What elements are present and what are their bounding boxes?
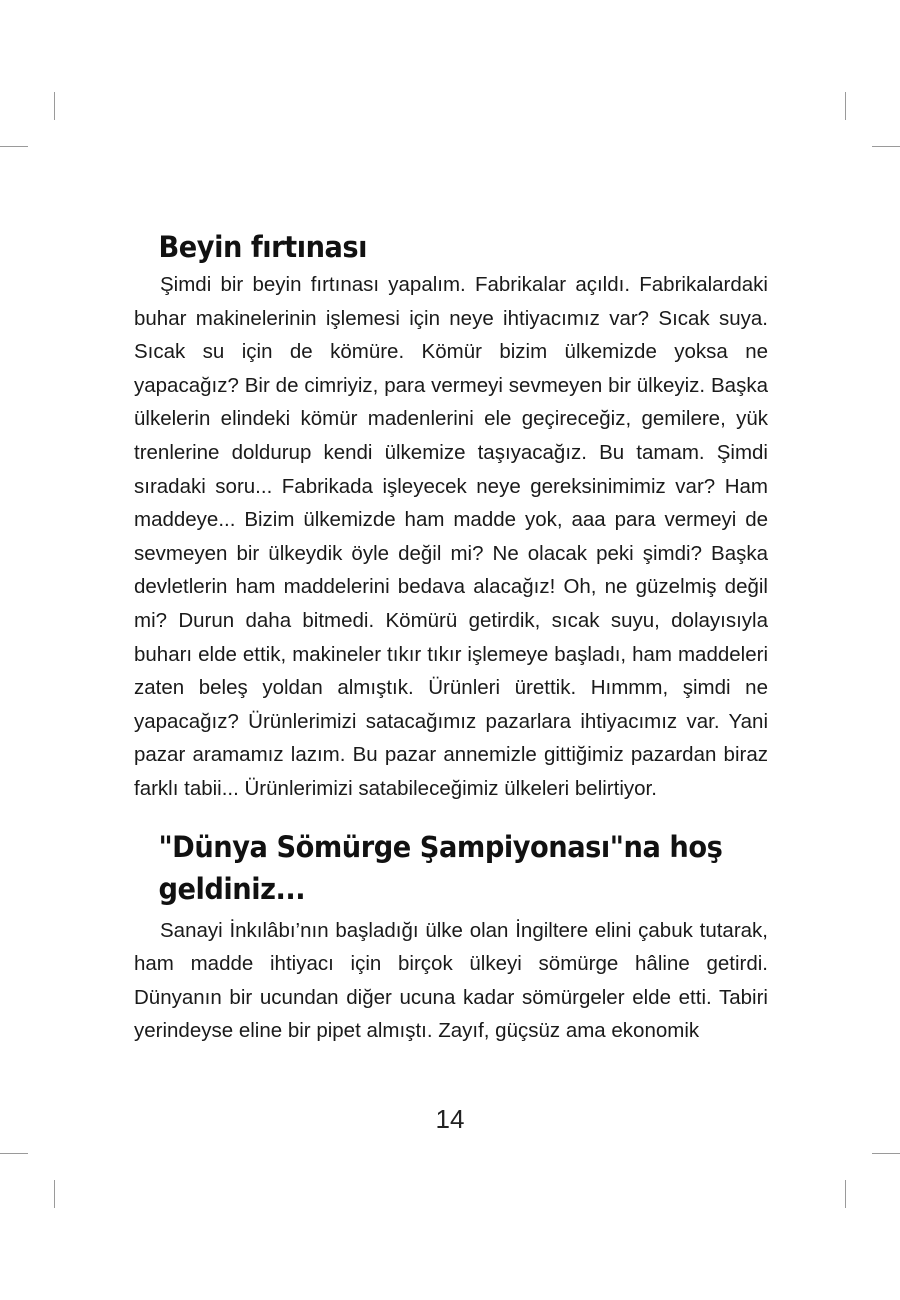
crop-mark-top-right-horizontal [872,146,900,147]
crop-mark-top-left-horizontal [0,146,28,147]
crop-mark-bottom-right-horizontal [872,1153,900,1154]
crop-mark-top-right-vertical [845,92,846,120]
crop-mark-bottom-right-vertical [845,1180,846,1208]
section-heading-colonial-championship: "Dünya Sömürge Şampiyonası"na hoş geldiniz... [158,829,723,906]
crop-mark-bottom-left-horizontal [0,1153,28,1154]
page-content [134,228,768,1048]
section-paragraph-brainstorm: Şimdi bir beyin fırtınası yapalım. Fabrikalar açıldı. Fabrikalardaki buhar makinelerinin işlemesi için neye ihtiyacımız var? Sıcak suya. Sıcak su için de kömüre. Kömür bizim ülkemizde yoksa ne yapacağız? Bir de cimriyiz, para vermeyi sevmeyen bir ülkeyiz. Başka ülkelerin elindeki kömür madenlerini ele geçireceğiz, gemilere, yük trenlerine doldurup kendi ülkemize taşıyacağız. Bu tamam. Şimdi sıradaki soru... Fabrikada işleyecek neye gereksinimimiz var? Ham maddeye... Bizim ülkemizde ham madde yok, aaa para vermeyi de sevmeyen bir ülkeydik öyle değil mi? Ne olacak peki şimdi? Başka devletlerin ham maddelerini bedava alacağız! Oh, ne güzelmiş değil mi? Durun daha bitmedi. Kömürü getirdik, sıcak suyu, dolayısıyla buharı elde ettik, makineler tıkır tıkır işlemeye başladı, ham maddeleri zaten beleş yoldan almıştık. Ürünleri ürettik. Hımmm, şimdi ne yapacağız? Ürünlerimizi satacağımız pazarlara ihtiyacımız var. Yani pazar aramamız lazım. Bu pazar annemizle gittiğimiz pazardan biraz farklı tabii... Ürünlerimizi satabileceğimiz ülkeleri belirtiyor. [134,273,768,800]
section-heading-brainstorm: Beyin fırtınası [158,230,368,264]
section-paragraph-colonial-championship: Sanayi İnkılâbı’nın başladığı ülke olan İngiltere elini çabuk tutarak, ham madde ihtiyacı için birçok ülkeyi sömürge hâline getirdi. Dünyanın bir ucundan diğer ucuna kadar sömürgeler elde etti. Tabiri yerindeyse eline bir pipet almıştı. Zayıf, güçsüz ama ekonomik [134,918,768,1043]
page-number: 14 [435,1104,465,1134]
crop-mark-bottom-left-vertical [54,1180,55,1208]
crop-mark-top-left-vertical [54,92,55,120]
